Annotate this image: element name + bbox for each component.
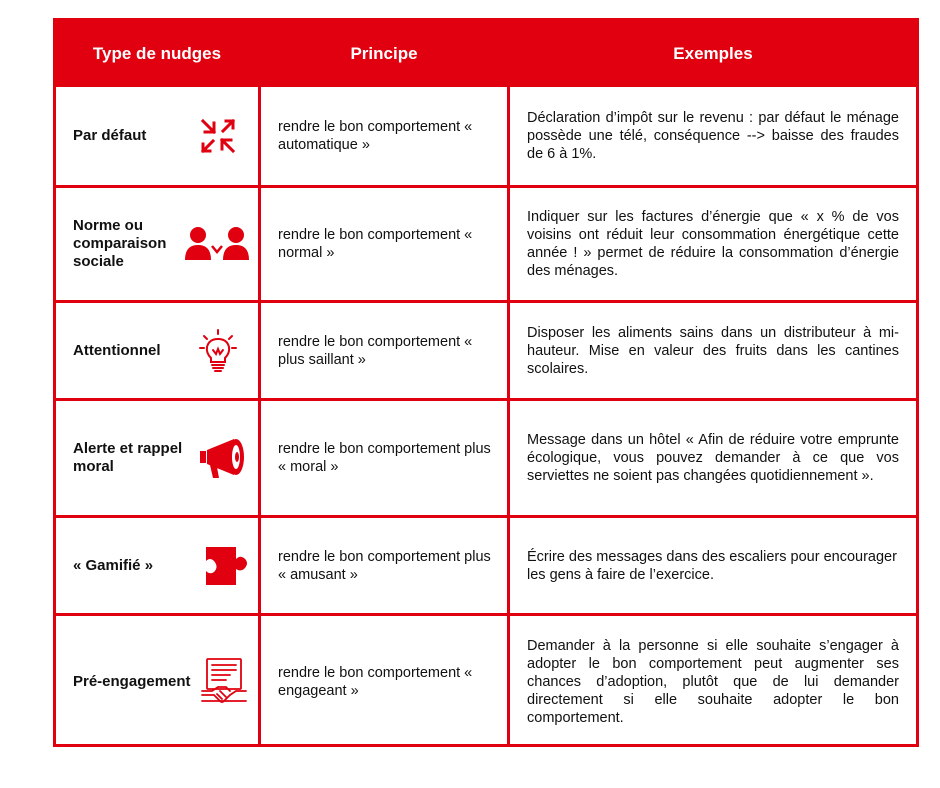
type-label: Par défaut <box>73 127 147 144</box>
header-exemples: Exemples <box>673 44 753 63</box>
exemple-cell <box>510 87 916 185</box>
type-cell <box>56 401 258 515</box>
exemple-text: Écrire des messages dans des escaliers pour encourager les gens à faire de l’exercice. <box>527 548 897 583</box>
principe-cell <box>261 87 507 185</box>
type-cell <box>56 303 258 398</box>
table-header <box>56 21 916 87</box>
exemple-text: Message dans un hôtel « Afin de réduire votre emprunte écologique, vous pouvez demander à ce que vos serviettes ne soient pas changées quotidiennement ». <box>527 432 899 484</box>
nudges-table <box>53 18 919 747</box>
type-label: Alerte et rappel moral <box>73 440 183 475</box>
two-people-icon <box>184 226 250 262</box>
header-principe: Principe <box>350 44 418 63</box>
exemple-cell <box>510 518 916 613</box>
exemple-cell <box>510 303 916 398</box>
header-type: Type de nudges <box>92 44 222 63</box>
puzzle-piece-icon <box>204 545 250 587</box>
contract-handshake-icon <box>200 657 248 707</box>
table-row <box>56 188 916 300</box>
principe-cell <box>261 401 507 515</box>
lightbulb-icon <box>198 328 238 374</box>
exemple-cell <box>510 401 916 515</box>
type-label: Attentionnel <box>73 341 161 359</box>
megaphone-icon <box>198 436 246 480</box>
table-row <box>56 518 916 613</box>
principe-text: rendre le bon comportement « plus saillant » <box>278 333 473 368</box>
exemple-text: Disposer les aliments sains dans un distributeur à mi-hauteur. Mise en valeur des fruits dans les cantines scolaires. <box>527 324 899 377</box>
type-cell <box>56 188 258 300</box>
exemple-text: Déclaration d’impôt sur le revenu : par défaut le ménage possède une télé, conséquence --> baisse des fraudes de 6 à 1%. <box>527 110 899 162</box>
principe-text: rendre le bon comportement plus « moral » <box>278 441 491 475</box>
type-cell <box>56 518 258 613</box>
table-row <box>56 401 916 515</box>
exemple-text: Demander à la personne si elle souhaite s’engager à adopter le bon comportement peut augmenter ses chances d’adoption, plutôt que de lui demander directement si elle souhaite adopter le bon comportement. <box>527 637 899 726</box>
principe-cell <box>261 616 507 747</box>
table-row <box>56 616 916 747</box>
type-label: Pré-engagement <box>73 672 191 690</box>
principe-cell <box>261 303 507 398</box>
type-cell <box>56 87 258 185</box>
table-row <box>56 303 916 398</box>
principe-text: rendre le bon comportement plus « amusant » <box>278 548 491 583</box>
table-row <box>56 87 916 185</box>
principe-text: rendre le bon comportement « automatique » <box>278 119 473 153</box>
exemple-text: Indiquer sur les factures d’énergie que « x % de vos voisins ont réduit leur consommation énergétique cette année ! » permet de réduire la consommation d’énergie des ménages. <box>527 209 899 279</box>
principe-text: rendre le bon comportement « normal » <box>278 227 473 261</box>
arrows-inward-icon <box>200 118 236 154</box>
exemple-cell <box>510 188 916 300</box>
principe-cell <box>261 518 507 613</box>
principe-text: rendre le bon comportement « engageant » <box>278 664 473 699</box>
type-cell <box>56 616 258 747</box>
type-label: Norme ou comparaison sociale <box>73 217 167 270</box>
exemple-cell <box>510 616 916 747</box>
type-label: « Gamifié » <box>73 556 154 574</box>
principe-cell <box>261 188 507 300</box>
